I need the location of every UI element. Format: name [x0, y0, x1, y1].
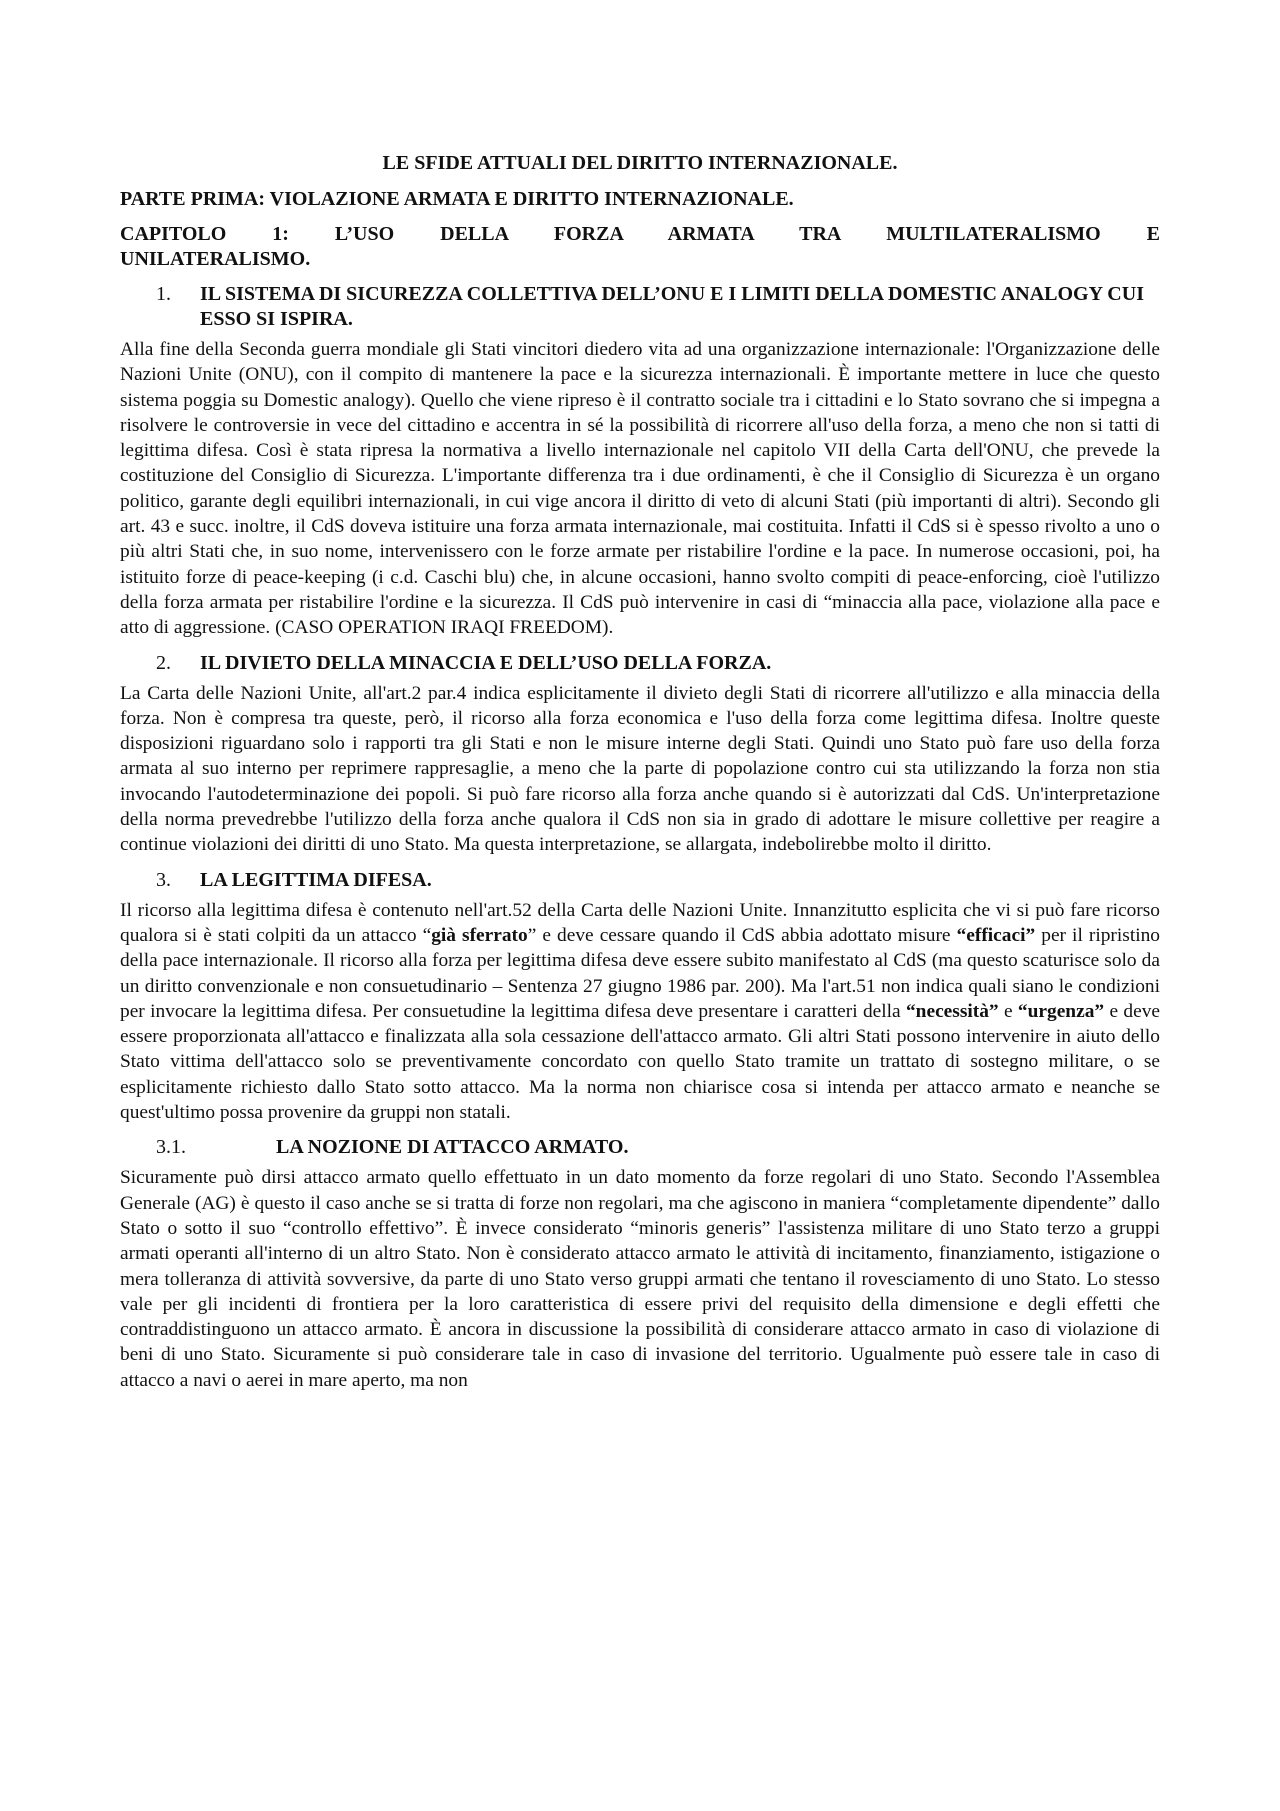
emphasis-text: “efficaci”	[956, 924, 1036, 946]
section-heading-3	[120, 868, 1160, 893]
paragraph-text: ” e deve cessare quando il CdS abbia adottato misure	[527, 924, 957, 946]
paragraph-text: e deve essere proporzionata all'attacco e finalizzata alla sola cessazione dell'attacco armato. Gli altri Stati possono intervenire in aiuto dello Stato vittima dell'attacco solo se preventivamente concordato con quello Stato tramite un trattato di sostegno militare, o se esplicitamente richiesto dallo Stato sotto attacco. Ma la norma non chiarisce cosa si intenda per attacco armato e neanche se quest'ultimo possa provenire da gruppi non statali.	[120, 1000, 1160, 1124]
section-heading-3-1	[120, 1135, 1160, 1160]
chapter-heading-line2: UNILATERALISMO.	[120, 248, 311, 270]
section-heading-1	[120, 282, 1160, 332]
section-title: LA LEGITTIMA DIFESA.	[200, 868, 432, 891]
section-heading-2	[120, 651, 1160, 676]
section-paragraph-1: Alla fine della Seconda guerra mondiale gli Stati vincitori diedero vita ad una organizzazione internazionale: l'Organizzazione delle Nazioni Unite (ONU), con il compito di mantenere la pace e la sicurezza internazionali. È importante mettere in luce che questo sistema poggia su Domestic analogy). Quello che viene ripreso è il contratto sociale tra i cittadini e lo Stato sovrano che si impegna a risolvere le controversie in vece del cittadino e accentra in sé la possibilità di ricorrere all'uso della forza, a meno che non si tatti di legittima difesa. Così è stata ripresa la normativa a livello internazionale nel capitolo VII della Carta dell'ONU, che prevede la costituzione del Consiglio di Sicurezza. L'importante differenza tra i due ordinamenti, è che il Consiglio di Sicurezza è un organo politico, garante degli equilibri internazionali, in cui vige ancora il diritto di veto di alcuni Stati (più importanti di altri). Secondo gli art. 43 e succ. inoltre, il CdS doveva istituire una forza armata internazionale, mai costituita. Infatti il CdS si è spesso rivolto a uno o più altri Stati che, in suo nome, intervenissero con le forze armate per ristabilire l'ordine e la pace. In numerose occasioni, poi, ha istituito forze di peace-keeping (i c.d. Caschi blu) che, in alcune occasioni, hanno svolto compiti di peace-enforcing, cioè l'utilizzo della forza armata per ristabilire l'ordine e la sicurezza. Il CdS può intervenire in casi di “minaccia alla pace, violazione alla pace e atto di aggressione. (CASO OPERATION IRAQI FREEDOM).	[120, 339, 1160, 639]
emphasis-text: “necessità”	[905, 1000, 999, 1022]
emphasis-text: “urgenza”	[1017, 1000, 1105, 1022]
section-paragraph-3-1: Sicuramente può dirsi attacco armato quello effettuato in un dato momento da forze regolari di uno Stato. Secondo l'Assemblea Generale (AG) è questo il caso anche se si tratta di forze non regolari, ma che agiscono in maniera “completamente dipendente” dallo Stato o sotto il suo “controllo effettivo”. È invece considerato “minoris generis” l'assistenza militare di uno Stato terzo a gruppi armati operanti all'interno di un altro Stato. Non è considerato attacco armato le attività di incitamento, finanziamento, istigazione o mera tolleranza di attività sovversive, da parte di uno Stato verso gruppi armati che tentano il rovesciamento di uno Stato. Lo stesso vale per gli incidenti di frontiera per la loro caratteristica di essere privi del requisito della dimensione e degli effetti che contraddistinguono un attacco armato. È ancora in discussione la possibilità di considerare attacco armato in caso di violazione di beni di uno Stato. Sicuramente si può considerare tale in caso di invasione del territorio. Ugualmente può essere tale in caso di attacco a navi o aerei in mare aperto, ma non	[120, 1167, 1160, 1391]
section-title: IL DIVIETO DELLA MINACCIA E DELL’USO DELLA FORZA.	[200, 651, 772, 674]
chapter-heading	[120, 222, 1160, 272]
document-content	[120, 150, 1160, 1393]
chapter-heading-line1: CAPITOLO 1: L’USO DELLA FORZA ARMATA TRA MULTILATERALISMO E	[120, 223, 1160, 245]
section-paragraph-2: La Carta delle Nazioni Unite, all'art.2 par.4 indica esplicitamente il divieto degli Stati di ricorrere all'utilizzo e alla minaccia della forza. Non è compresa tra queste, però, il ricorso alla forza economica e l'uso della forza come legittima difesa. Inoltre queste disposizioni riguardano solo i rapporti tra gli Stati e non le misure interne degli Stati. Quindi uno Stato può fare uso della forza armata al suo interno per reprimere rappresaglie, a meno che la parte di popolazione contro cui sta utilizzando la forza non stia invocando l'autodeterminazione dei popoli. Si può fare ricorso alla forza anche quando si è autorizzati dal CdS. Un'interpretazione della norma prevedrebbe l'utilizzo della forza anche qualora il CdS non sia in grado di adottare le misure collettive per reagire a continue violazioni dei diritti di uno Stato. Ma questa interpretazione, se allargata, indebolirebbe molto il diritto.	[120, 682, 1160, 856]
document-title: LE SFIDE ATTUALI DEL DIRITTO INTERNAZIONALE.	[382, 152, 898, 174]
section-number: 1.	[156, 283, 171, 305]
emphasis-text: già sferrato	[431, 924, 528, 946]
section-title: LA NOZIONE DI ATTACCO ARMATO.	[276, 1136, 629, 1159]
paragraph-text: per il ripristino della pace internazionale. Il ricorso alla forza per legittima difesa deve essere subito manifestato al CdS (ma questo scaturisce solo da un diritto convenzionale e non consuetudinario – Sentenza 27 giugno 1986 par. 200). Ma l'art.51 non indica quali siano le condizioni per invocare la legittima difesa. Per consuetudine la legittima difesa deve presentare i caratteri della	[120, 924, 1160, 1022]
section-number: 3.	[156, 868, 171, 891]
section-number: 3.1.	[156, 1136, 186, 1159]
paragraph-text: e	[998, 1000, 1018, 1022]
part-heading: PARTE PRIMA: VIOLAZIONE ARMATA E DIRITTO INTERNAZIONALE.	[120, 188, 794, 210]
section-paragraph-3	[120, 898, 1160, 1126]
section-title: IL SISTEMA DI SICUREZZA COLLETTIVA DELL’ONU E I LIMITI DELLA DOMESTIC ANALOGY CUI ESSO SI ISPIRA.	[200, 283, 1144, 330]
section-number: 2.	[156, 651, 171, 674]
paragraph-text: Il ricorso alla legittima difesa è contenuto nell'art.52 della Carta delle Nazioni Unite. Innanzitutto esplicita che vi si può fare ricorso qualora si è stati colpiti da un attacco “	[120, 899, 1160, 946]
